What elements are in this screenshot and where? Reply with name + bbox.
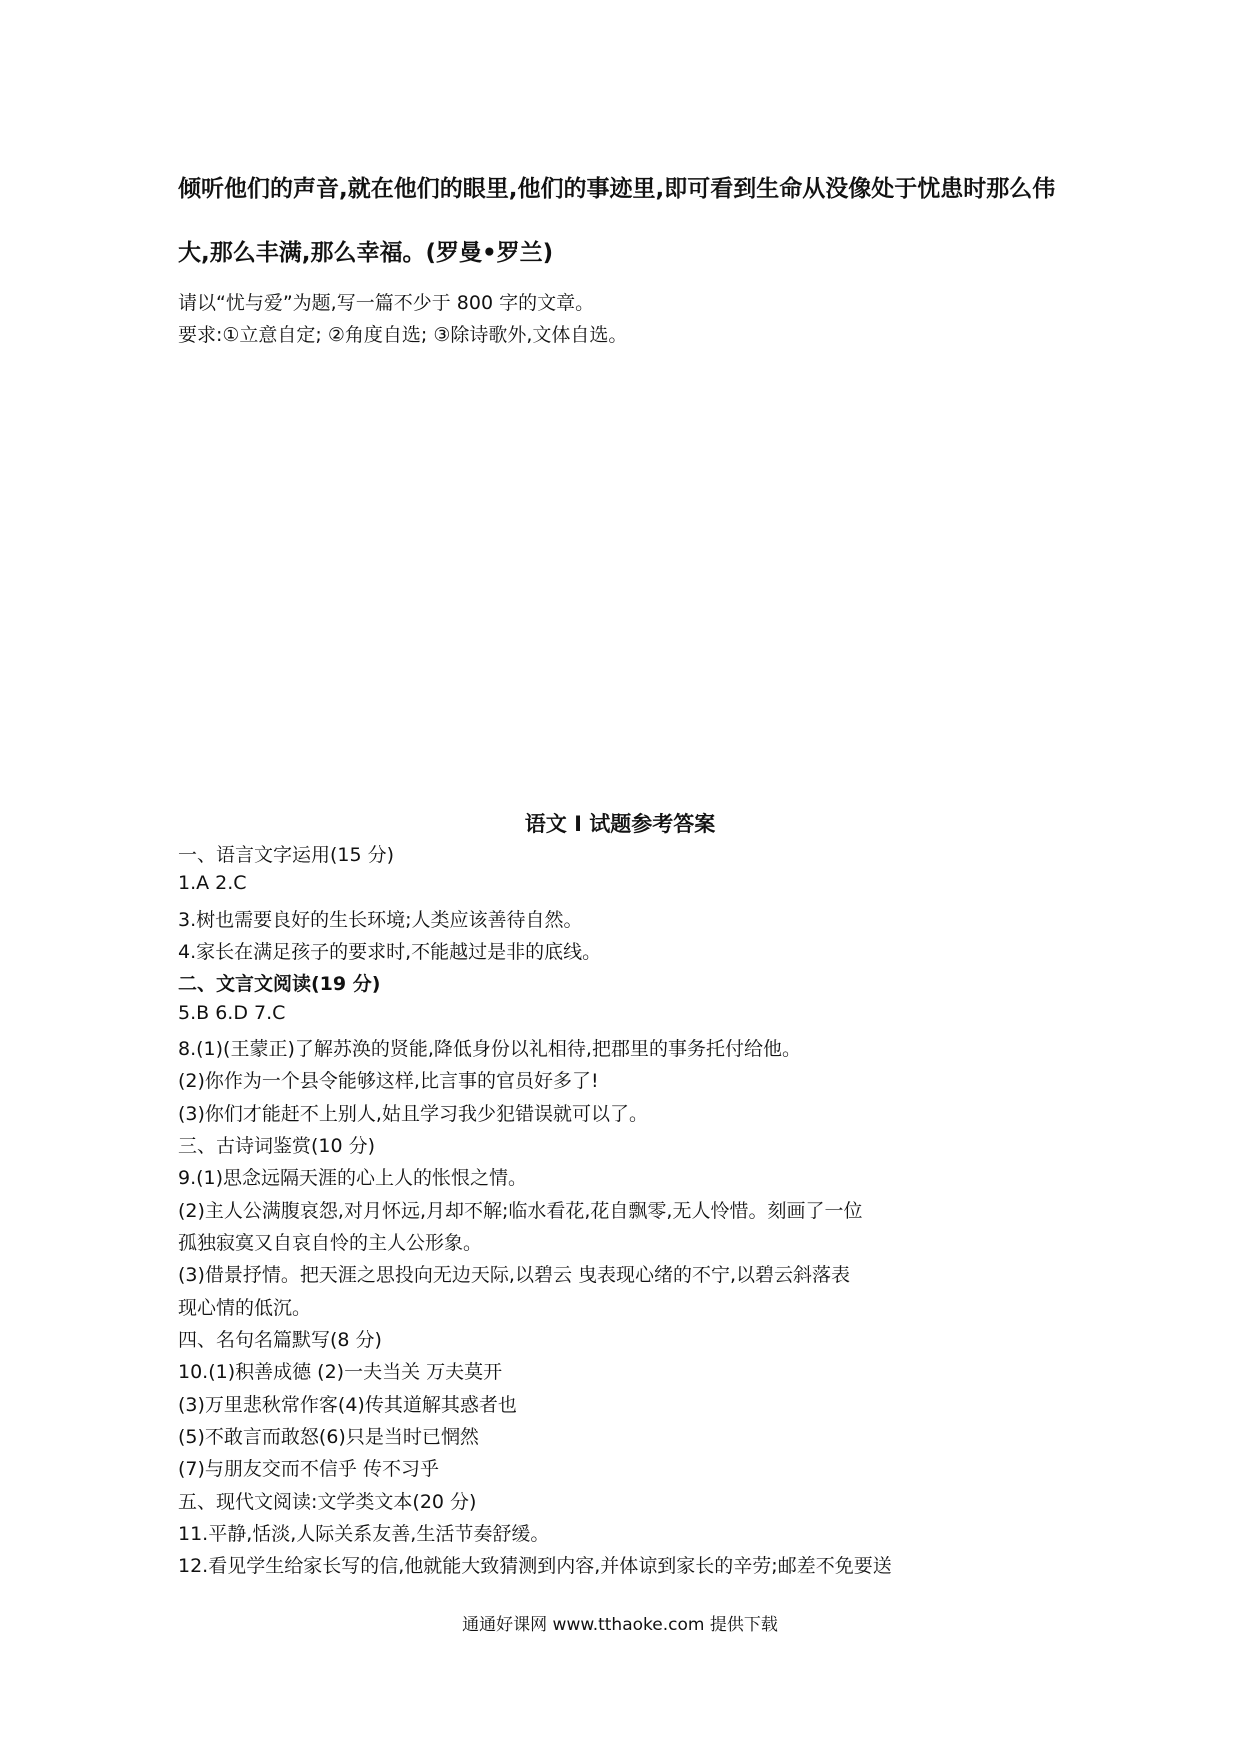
answer-line: 12.看见学生给家长写的信,他就能大致猜测到内容,并体谅到家长的辛劳;邮差不免要送	[178, 1555, 892, 1577]
essay-quote-line-1: 倾听他们的声音,就在他们的眼里,他们的事迹里,即可看到生命从没像处于忧患时那么伟	[178, 176, 1056, 202]
answer-line: 5.B 6.D 7.C	[178, 1002, 286, 1024]
answer-line: (2)主人公满腹哀怨,对月怀远,月却不解;临水看花,花自飘零,无人怜惜。刻画了一位	[178, 1200, 863, 1222]
answer-line: (3)万里悲秋常作客(4)传其道解其惑者也	[178, 1394, 517, 1416]
answer-line: 1.A 2.C	[178, 872, 247, 894]
page-footer: 通通好课网 www.tthaoke.com 提供下载	[462, 1615, 778, 1635]
answer-line: 3.树也需要良好的生长环境;人类应该善待自然。	[178, 909, 583, 931]
essay-quote-line-2: 大,那么丰满,那么幸福。(罗曼•罗兰)	[178, 240, 554, 266]
answer-line: 4.家长在满足孩子的要求时,不能越过是非的底线。	[178, 941, 602, 963]
essay-prompt: 请以“忧与爱”为题,写一篇不少于 800 字的文章。	[178, 292, 595, 314]
answer-line: (7)与朋友交而不信乎 传不习乎	[178, 1458, 439, 1480]
section-heading: 四、名句名篇默写(8 分)	[178, 1329, 382, 1351]
essay-requirements: 要求:①立意自定; ②角度自选; ③除诗歌外,文体自选。	[178, 324, 628, 346]
answer-line: (3)你们才能赶不上别人,姑且学习我少犯错误就可以了。	[178, 1103, 648, 1125]
answer-line: 现心情的低沉。	[178, 1297, 312, 1319]
answers-title: 语文 I 试题参考答案	[524, 812, 716, 836]
section-heading: 五、现代文阅读:文学类文本(20 分)	[178, 1491, 477, 1513]
answer-line: 11.平静,恬淡,人际关系友善,生活节奏舒缓。	[178, 1523, 550, 1545]
answer-line: 10.(1)积善成德 (2)一夫当关 万夫莫开	[178, 1361, 503, 1383]
section-heading: 一、语言文字运用(15 分)	[178, 844, 395, 866]
answer-line: (5)不敢言而敢怒(6)只是当时已惘然	[178, 1426, 479, 1448]
answer-line: (2)你作为一个县令能够这样,比言事的官员好多了!	[178, 1070, 599, 1092]
answer-line: 9.(1)思念远隔天涯的心上人的怅恨之情。	[178, 1167, 528, 1189]
section-heading: 三、古诗词鉴赏(10 分)	[178, 1135, 376, 1157]
section-heading: 二、文言文阅读(19 分)	[178, 973, 381, 995]
answer-line: 孤独寂寞又自哀自怜的主人公形象。	[178, 1232, 483, 1254]
answer-line: (3)借景抒情。把天涯之思投向无边天际,以碧云 曳表现心绪的不宁,以碧云斜落表	[178, 1264, 851, 1286]
answer-line: 8.(1)(王蒙正)了解苏涣的贤能,降低身份以礼相待,把郡里的事务托付给他。	[178, 1038, 801, 1060]
